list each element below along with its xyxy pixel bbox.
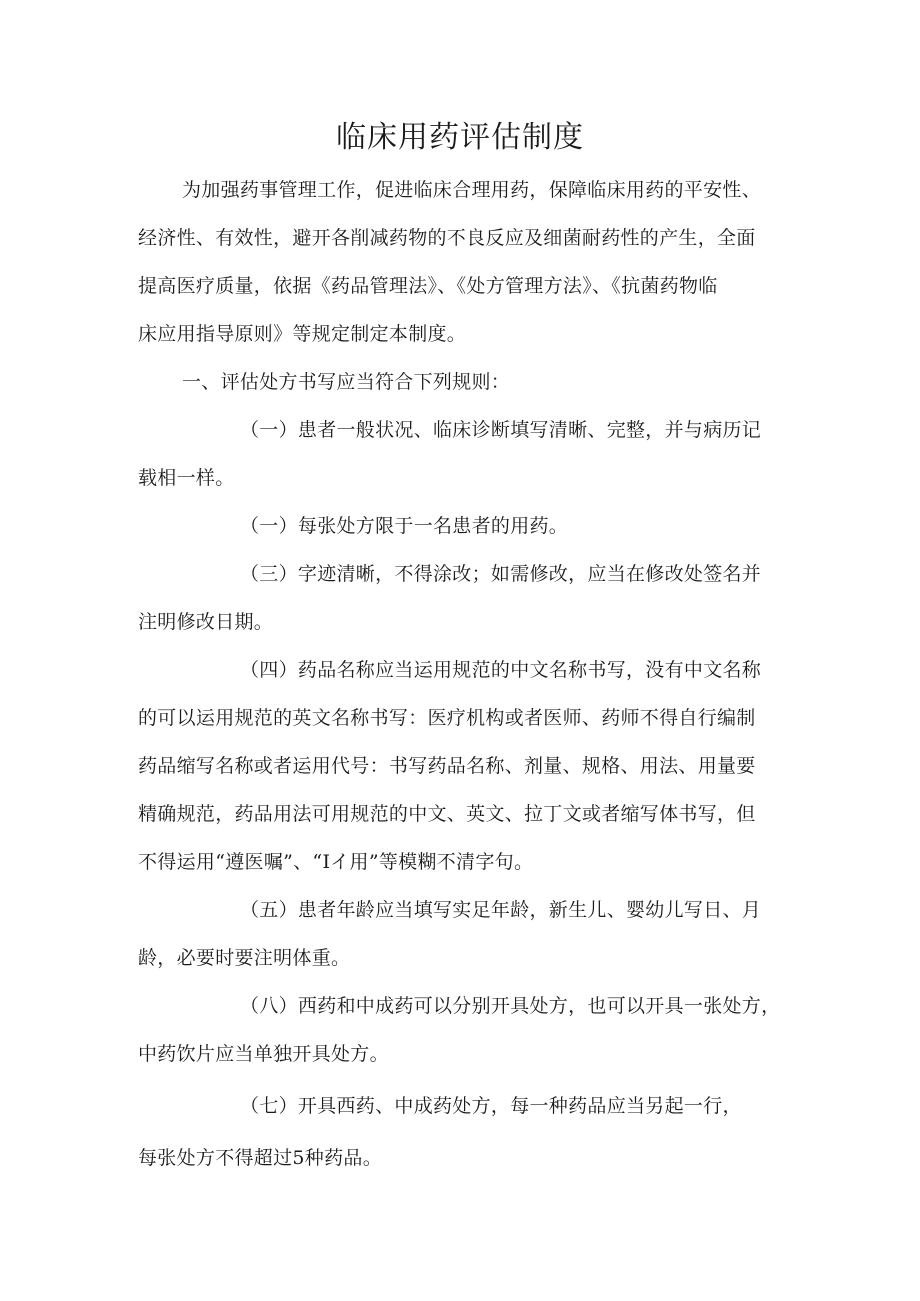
rule-2-line-1: （一）每张处方限于一名患者的用药。 [240, 515, 569, 537]
rule-1-line-1: （一）患者一般状况、临床诊断填写清晰、完整，并与病历记 [240, 419, 762, 441]
rule-5-line-1: （五）患者年龄应当填写实足年龄，新生儿、婴幼儿写日、月 [240, 899, 762, 921]
intro-line-1: 为加强药事管理工作，促进临床合理用药，保障临床用药的平安性、 [182, 179, 762, 201]
rule-5-line-2: 龄，必要时要注明体重。 [138, 947, 351, 969]
rule-7-line-2: 每张处方不得超过5种药品。 [138, 1147, 382, 1169]
rule-4-line-3: 药品缩写名称或者运用代号：书写药品名称、剂量、规格、用法、用量要 [138, 755, 756, 777]
rule-4-line-2: 的可以运用规范的英文名称书写：医疗机构或者医师、药师不得自行编制 [138, 707, 756, 729]
rule-6-line-2: 中药饮片应当单独开具处方。 [138, 1043, 389, 1065]
rule-7-line-1: （七）开具西药、中成药处方，每一种药品应当另起一行， [240, 1095, 742, 1117]
intro-line-2: 经济性、有效性，避开各削减药物的不良反应及细菌耐药性的产生，全面 [138, 227, 756, 249]
rule-4-line-1: （四）药品名称应当运用规范的中文名称书写，没有中文名称 [240, 659, 762, 681]
rule-1-line-2: 载相一样。 [138, 467, 235, 489]
rule-3-line-1: （三）字迹清晰，不得涂改；如需修改，应当在修改处签名并 [240, 563, 762, 585]
rule-3-line-2: 注明修改日期。 [138, 611, 274, 633]
rule-4-line-4: 精确规范，药品用法可用规范的中文、英文、拉丁文或者缩写体书写，但 [138, 803, 756, 825]
document-title: 临床用药评估制度 [336, 120, 584, 155]
intro-line-4: 床应用指导原则》等规定制定本制度。 [138, 323, 467, 345]
rule-4-line-5: 不得运用“遵医嘱”、“Iイ用”等模糊不清字句。 [138, 851, 534, 873]
section-heading: 一、评估处方书写应当符合下列规则： [182, 371, 511, 393]
intro-line-3: 提高医疗质量，依据《药品管理法》、《处方管理方法》、《抗菌药物临 [138, 275, 718, 297]
rule-6-line-1: （八）西药和中成药可以分别开具处方，也可以开具一张处方， [240, 995, 781, 1017]
